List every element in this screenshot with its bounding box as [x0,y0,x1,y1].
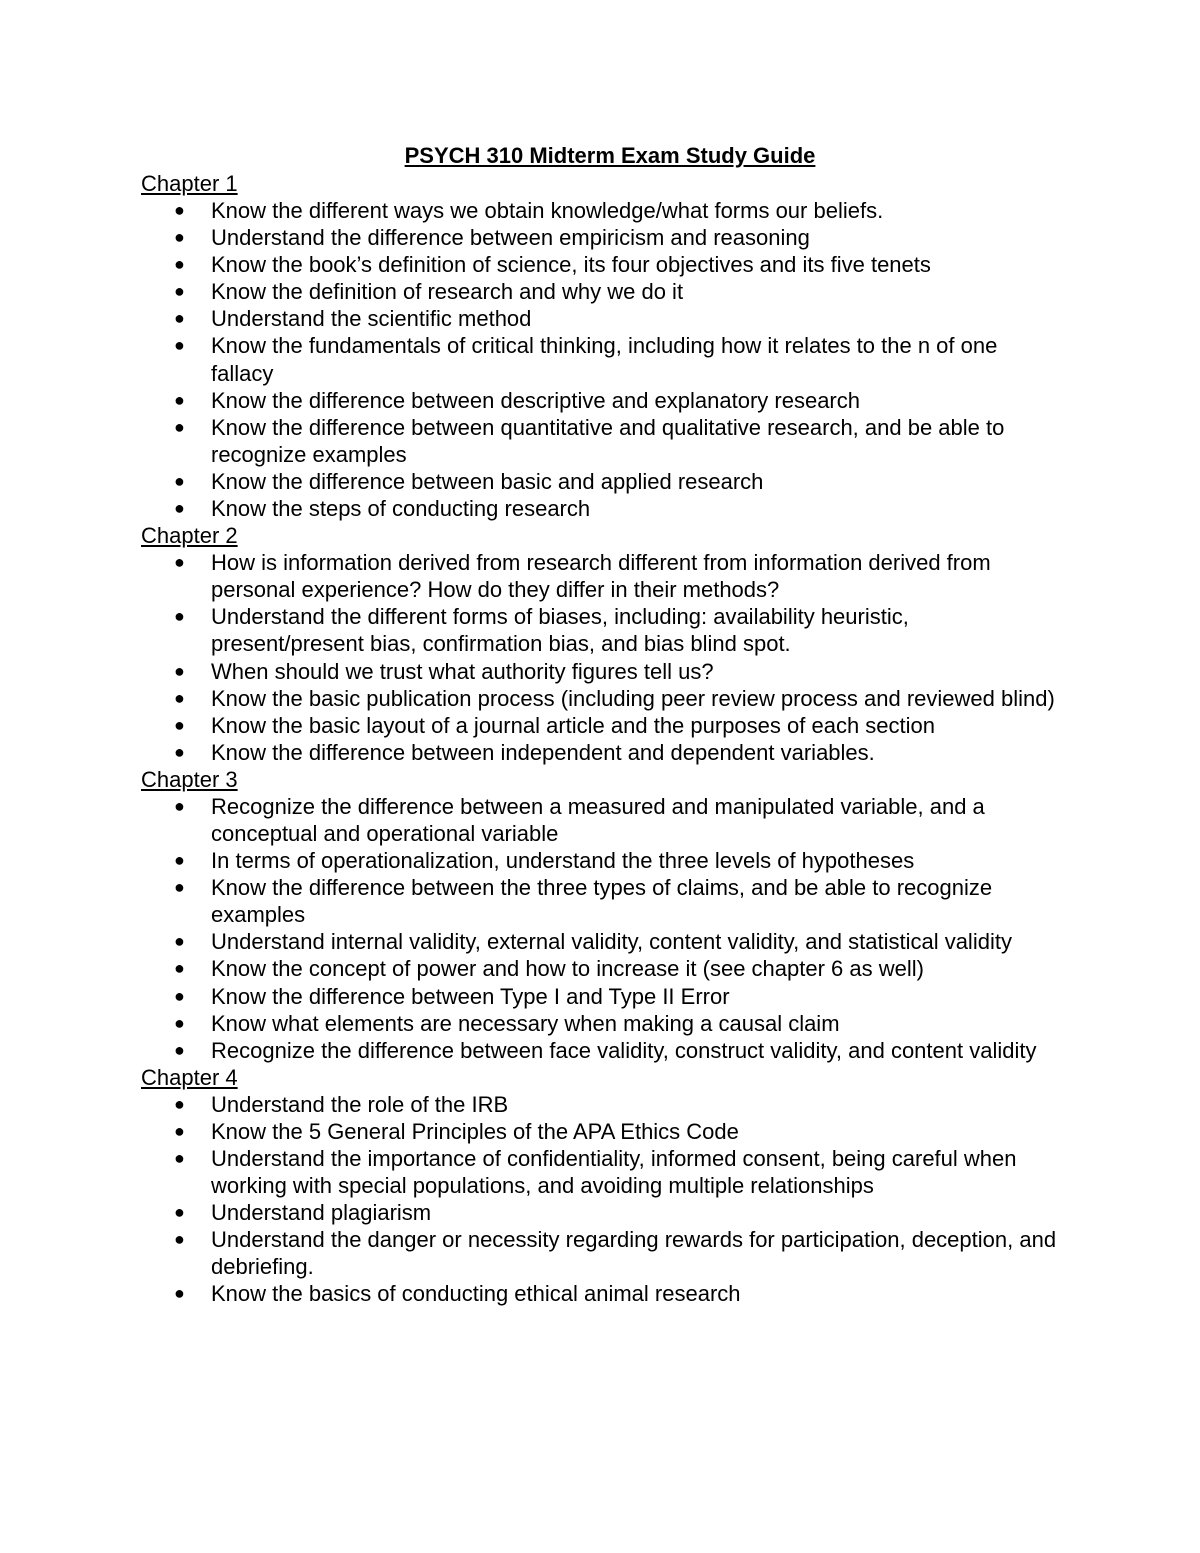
document-title: PSYCH 310 Midterm Exam Study Guide [404,143,816,168]
bullet-icon: ● [174,877,185,898]
list-item [141,1226,1061,1280]
list-item [141,495,1061,522]
list-item [141,1118,1061,1145]
list-item-text: Recognize the difference between a measured and manipulated variable, and a conceptual and operational variable [211,793,985,846]
list-item-text: How is information derived from research different from information derived from personal experience? How do they differ in their methods? [211,550,991,603]
bullet-icon: ● [174,227,185,248]
list-item [141,414,1061,468]
bullet-icon: ● [174,606,185,627]
list-item-text: Know the basics of conducting ethical animal research [211,1281,741,1307]
list-item-text: Understand plagiarism [211,1200,432,1226]
list-item [141,549,1061,603]
list-item-text: Know the difference between the three types of claims, and be able to recognize examples [211,875,993,928]
chapter-heading: Chapter 3 [141,766,238,792]
bullet-icon: ● [174,1202,185,1223]
list-item [141,1199,1061,1226]
bullet-icon: ● [174,1039,185,1060]
list-item-text: Understand the importance of confidentiality, informed consent, being careful when working with special populations, and avoiding multiple relationships [211,1146,1017,1199]
list-item [141,1145,1061,1199]
chapter-heading: Chapter 4 [141,1064,238,1090]
list-item-text: Understand the role of the IRB [211,1091,509,1117]
bullet-icon: ● [174,985,185,1006]
list-item-text: Know the difference between descriptive and explanatory research [211,387,860,413]
bullet-icon: ● [174,1093,185,1114]
list-item-text: When should we trust what authority figures tell us? [211,658,714,684]
chapter-section [141,766,1061,1064]
bullet-icon: ● [174,254,185,275]
document-page [141,142,1061,1308]
list-item-text: Know the different ways we obtain knowledge/what forms our beliefs. [211,198,884,223]
bullet-icon: ● [174,308,185,329]
bullet-icon: ● [174,714,185,735]
list-item-text: Recognize the difference between face validity, construct validity, and content validity [211,1037,1037,1063]
list-item-text: Know the fundamentals of critical thinking, including how it relates to the n of one fallacy [211,333,998,386]
bullet-list [141,793,1061,1064]
list-item-text: In terms of operationalization, understand the three levels of hypotheses [211,848,915,874]
bullet-list [141,197,1061,522]
bullet-icon: ● [174,1148,185,1168]
chapter-list [141,170,1061,1308]
list-item [141,1010,1061,1037]
list-item-text: Know the book’s definition of science, its four objectives and its five tenets [211,252,931,278]
list-item-text: Know the definition of research and why we do it [211,279,684,305]
bullet-icon: ● [174,552,185,573]
list-item [141,224,1061,251]
list-item-text: Know what elements are necessary when making a causal claim [211,1010,840,1036]
list-item [141,468,1061,495]
bullet-icon: ● [174,200,185,220]
list-item-text: Know the concept of power and how to increase it (see chapter 6 as well) [211,956,924,982]
list-item-text: Know the difference between quantitative and qualitative research, and be able to recognize examples [211,414,1005,467]
bullet-icon: ● [174,1229,185,1250]
list-item-text: Know the 5 General Principles of the APA Ethics Code [211,1118,739,1144]
list-item [141,1037,1061,1064]
list-item [141,928,1061,955]
list-item [141,793,1061,847]
bullet-icon: ● [174,389,185,410]
bullet-icon: ● [174,958,185,979]
bullet-icon: ● [174,416,185,437]
bullet-icon: ● [174,795,185,816]
list-item [141,332,1061,386]
list-item [141,603,1061,657]
chapter-section [141,1064,1061,1308]
bullet-icon: ● [174,1012,185,1033]
list-item-text: Know the basic layout of a journal article and the purposes of each section [211,712,936,738]
list-item-text: Understand internal validity, external validity, content validity, and statistical validity [211,929,1012,955]
chapter-section [141,522,1061,766]
list-item [141,685,1061,712]
bullet-icon: ● [174,498,185,519]
list-item [141,278,1061,305]
bullet-icon: ● [174,1283,185,1304]
list-item [141,197,1061,224]
bullet-list [141,1091,1061,1308]
list-item [141,874,1061,928]
list-item [141,1091,1061,1118]
bullet-icon: ● [174,850,185,871]
list-item [141,847,1061,874]
list-item-text: Know the difference between independent and dependent variables. [211,739,875,765]
chapter-section [141,170,1061,522]
list-item-text: Know the difference between Type I and Type II Error [211,983,730,1009]
list-item-text: Know the steps of conducting research [211,496,591,522]
list-item-text: Know the basic publication process (including peer review process and reviewed blind) [211,685,1055,711]
bullet-icon: ● [174,470,185,491]
list-item [141,983,1061,1010]
list-item-text: Understand the scientific method [211,306,532,332]
list-item-text: Understand the difference between empiricism and reasoning [211,225,810,251]
list-item [141,712,1061,739]
chapter-heading: Chapter 1 [141,171,238,196]
chapter-heading: Chapter 2 [141,523,238,549]
bullet-icon: ● [174,741,185,762]
list-item [141,1280,1061,1307]
list-item-text: Understand the danger or necessity regarding rewards for participation, deception, and debriefing. [211,1227,1057,1280]
bullet-icon: ● [174,281,185,302]
bullet-icon: ● [174,931,185,952]
list-item [141,658,1061,685]
bullet-icon: ● [174,660,185,681]
list-item [141,387,1061,414]
list-item [141,739,1061,766]
list-item [141,251,1061,278]
bullet-list [141,549,1061,766]
list-item-text: Understand the different forms of biases, including: availability heuristic, present/present bias, confirmation bias, and bias blind spot. [211,604,909,657]
list-item [141,955,1061,982]
bullet-icon: ● [174,335,185,356]
bullet-icon: ● [174,1120,185,1141]
list-item-text: Know the difference between basic and applied research [211,468,764,494]
bullet-icon: ● [174,687,185,708]
list-item [141,305,1061,332]
